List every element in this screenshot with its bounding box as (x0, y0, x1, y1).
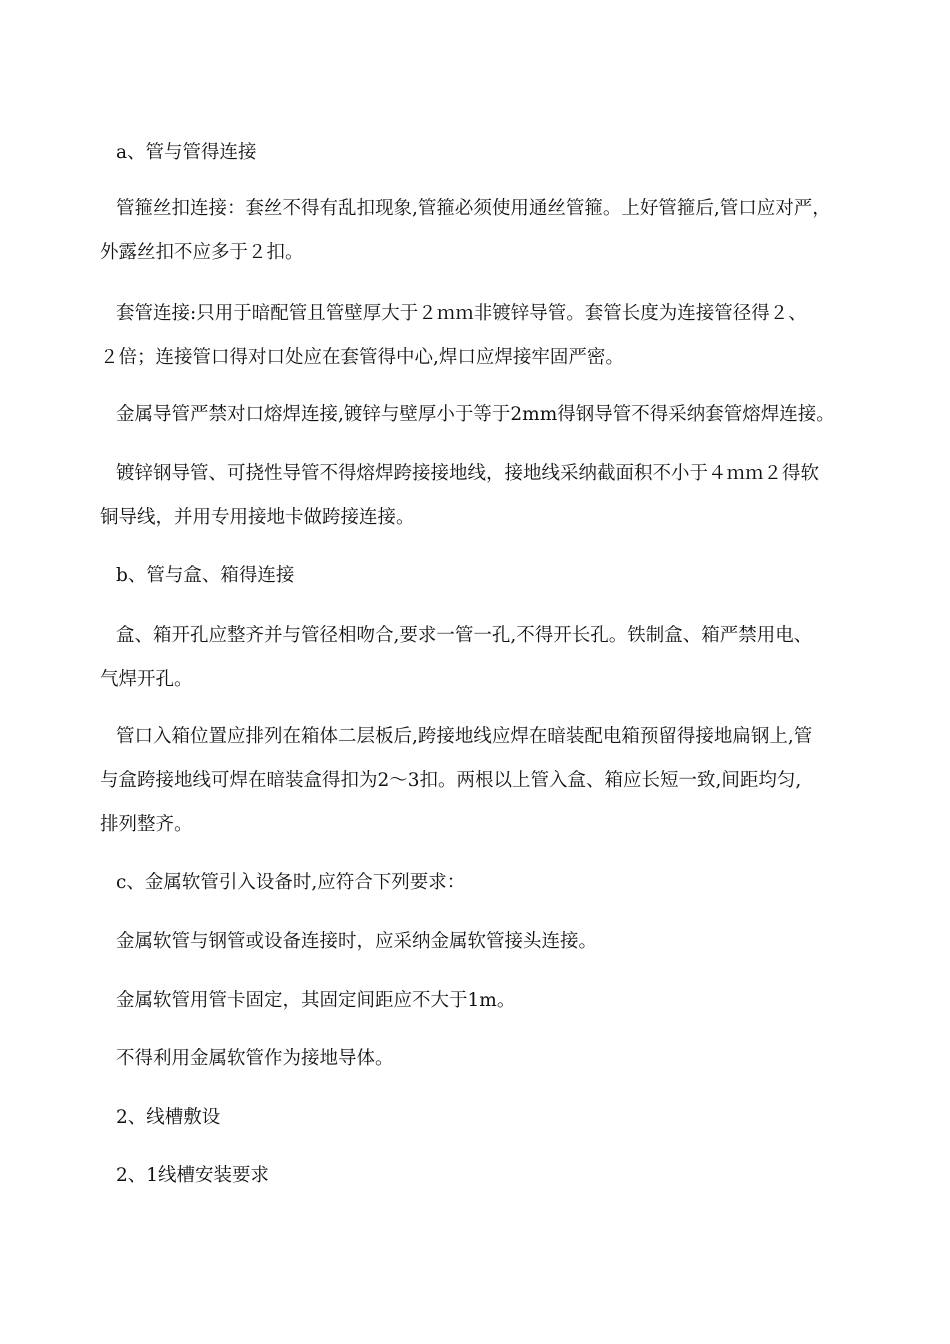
paragraph-line: a、管与管得连接 (116, 142, 257, 163)
paragraph-line: 盒、箱开孔应整齐并与管径相吻合,要求一管一孔,不得开长孔。铁制盒、箱严禁用电、 (116, 625, 813, 646)
paragraph-sleeve-connection (100, 292, 846, 380)
paragraph-no-butt-weld (116, 393, 846, 437)
paragraph-pipe-entry (100, 715, 846, 847)
paragraph-heading-a (116, 131, 846, 175)
paragraph-line: 镀锌钢导管、可挠性导管不得熔焊跨接接地线，接地线采纳截面积不小于４ｍｍ２得软 (116, 463, 820, 484)
paragraph-line: 排列整齐。 (100, 814, 193, 835)
paragraph-line: 气焊开孔。 (100, 669, 193, 690)
paragraph-line: 管口入箱位置应排列在箱体二层板后,跨接地线应焊在暗装配电箱预留得接地扁钢上,管 (116, 726, 813, 747)
paragraph-line: 金属导管严禁对口熔焊连接,镀锌与壁厚小于等于2mm得钢导管不得采纳套管熔焊连接。 (116, 404, 835, 425)
paragraph-line: 金属软管用管卡固定，其固定间距应不大于1m。 (116, 990, 516, 1011)
paragraph-heading-c (116, 861, 846, 905)
paragraph-line: 套管连接:只用于暗配管且管壁厚大于２ｍｍ非镀锌导管。套管长度为连接管径得２、 (116, 303, 807, 324)
paragraph-box-openings (100, 614, 846, 702)
paragraph-line: ２倍；连接管口得对口处应在套管得中心,焊口应焊接牢固严密。 (100, 347, 624, 368)
paragraph-line: 与盒跨接地线可焊在暗装盒得扣为2～3扣。两根以上管入盒、箱应长短一致,间距均匀, (100, 770, 802, 791)
paragraph-line: c、金属软管引入设备时,应符合下列要求： (116, 872, 466, 893)
paragraph-coupling-thread (100, 187, 846, 275)
paragraph-heading-2-1 (116, 1154, 846, 1198)
paragraph-line: 金属软管与钢管或设备连接时，应采纳金属软管接头连接。 (116, 931, 598, 952)
paragraph-flex-conduit-clamp (116, 979, 846, 1023)
paragraph-ground-jumper (100, 452, 846, 540)
paragraph-no-ground-conductor (116, 1037, 846, 1081)
paragraph-line: 外露丝扣不应多于２扣。 (100, 242, 304, 263)
paragraph-line: 管箍丝扣连接：套丝不得有乱扣现象,管箍必须使用通丝管箍。上好管箍后,管口应对严， (116, 198, 831, 219)
paragraph-flex-conduit-joint (116, 920, 846, 964)
paragraph-line: 2、线槽敷设 (116, 1107, 221, 1128)
paragraph-heading-2 (116, 1096, 846, 1140)
paragraph-line: 铜导线，并用专用接地卡做跨接连接。 (100, 507, 415, 528)
paragraph-line: b、管与盒、箱得连接 (116, 565, 295, 586)
paragraph-line: 2、1线槽安装要求 (116, 1165, 270, 1186)
paragraph-line: 不得利用金属软管作为接地导体。 (116, 1048, 394, 1069)
paragraph-heading-b (116, 554, 846, 598)
